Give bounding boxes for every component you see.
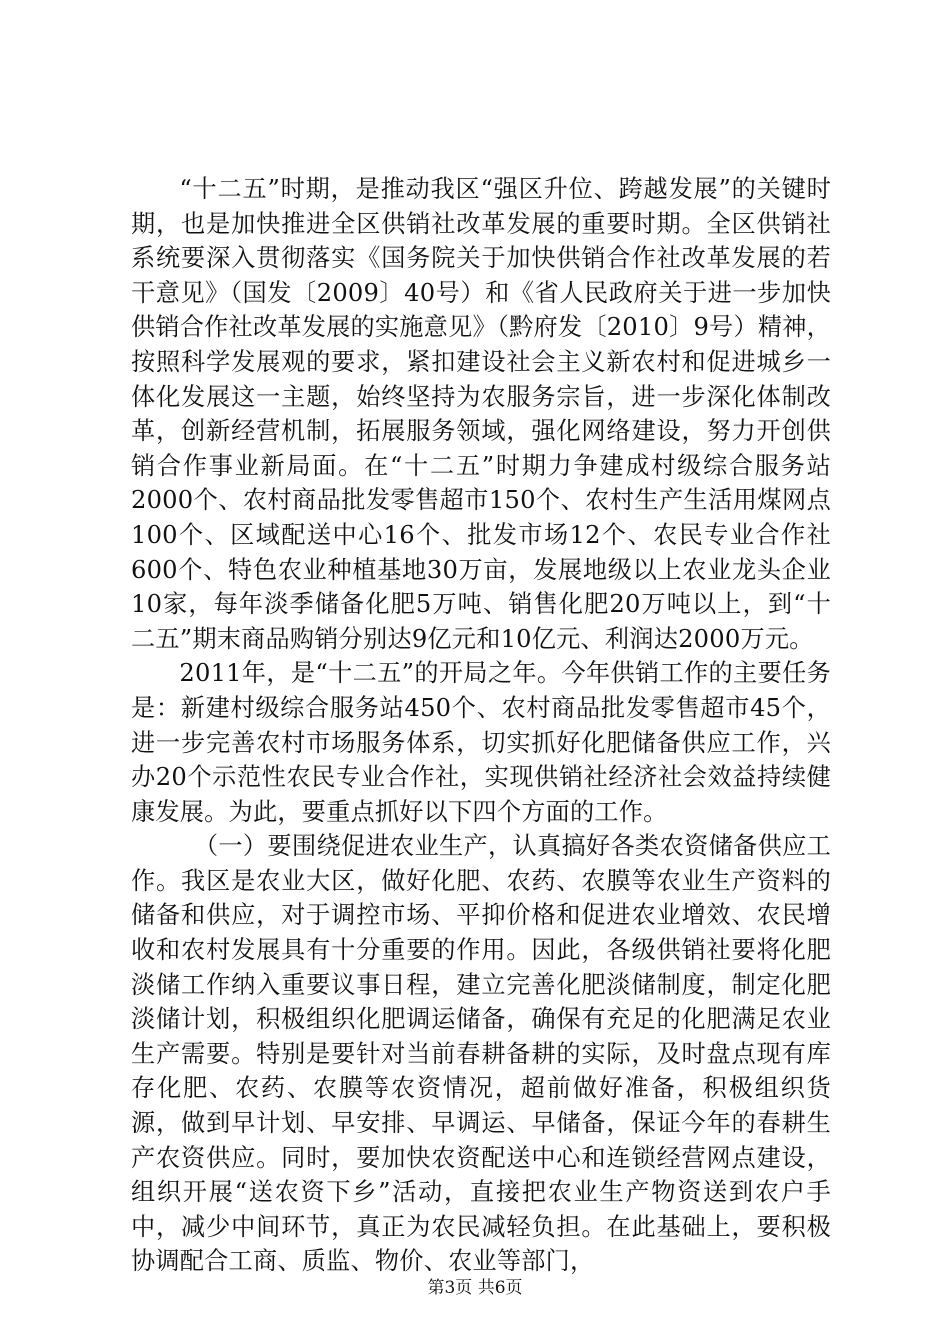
paragraph-five-year-plan: “十二五”时期，是推动我区“强区升位、跨越发展”的关键时期，也是加快推进全区供销社改革发展的重要时期。全区供销社系统要深入贯彻落实《国务院关于加快供销合作社改革发展的若干意见》（国发〔2009〕40号）和《省人民政府关于进一步加快供销合作社改革发展的实施意见》（黔府发〔2010〕9号）精神，按照科学发展观的要求，紧扣建设社会主义新农村和促进城乡一体化发展这一主题，始终坚持为农服务宗旨，进一步深化体制改革，创新经营机制，拓展服务领域，强化网络建设，努力开创供销合作事业新局面。在“十二五”时期力争建成村级综合服务站2000个、农村商品批发零售超市150个、农村生产生活用煤网点100个、区域配送中心16个、批发市场12个、农民专业合作社600个、特色农业种植基地30万亩，发展地级以上农业龙头企业10家，每年淡季储备化肥5万吨、销售化肥20万吨以上，到“十二五”期末商品购销分别达9亿元和10亿元、利润达2000万元。	[131, 175, 831, 653]
document-body	[131, 172, 831, 1279]
page-footer: 第3页 共6页	[427, 1278, 523, 1298]
paragraph-agri-supply: （一）要围绕促进农业生产，认真搞好各类农资储备供应工作。我区是农业大区，做好化肥、农药、农膜等农业生产资料的储备和供应，对于调控市场、平抑价格和促进农业增效、农民增收和农村发展具有十分重要的作用。因此，各级供销社要将化肥淡储工作纳入重要议事日程，建立完善化肥淡储制度，制定化肥淡储计划，积极组织化肥调运储备，确保有充足的化肥满足农业生产需要。特别是要针对当前春耕备耕的实际，及时盘点现有库存化肥、农药、农膜等农资情况，超前做好准备，积极组织货源，做到早计划、早安排、早调运、早储备，保证今年的春耕生产农资供应。同时，要加快农资配送中心和连锁经营网点建设，组织开展“送农资下乡”活动，直接把农业生产物资送到农户手中，减少中间环节，真正为农民减轻负担。在此基础上，要积极协调配合工商、质监、物价、农业等部门，	[131, 832, 831, 1276]
paragraph-2011-tasks: 2011年，是“十二五”的开局之年。今年供销工作的主要任务是：新建村级综合服务站450个、农村商品批发零售超市45个，进一步完善农村市场服务体系，切实抓好化肥储备供应工作，兴办20个示范性农民专业合作社，实现供销社经济社会效益持续健康发展。为此，要重点抓好以下四个方面的工作。	[131, 659, 831, 826]
